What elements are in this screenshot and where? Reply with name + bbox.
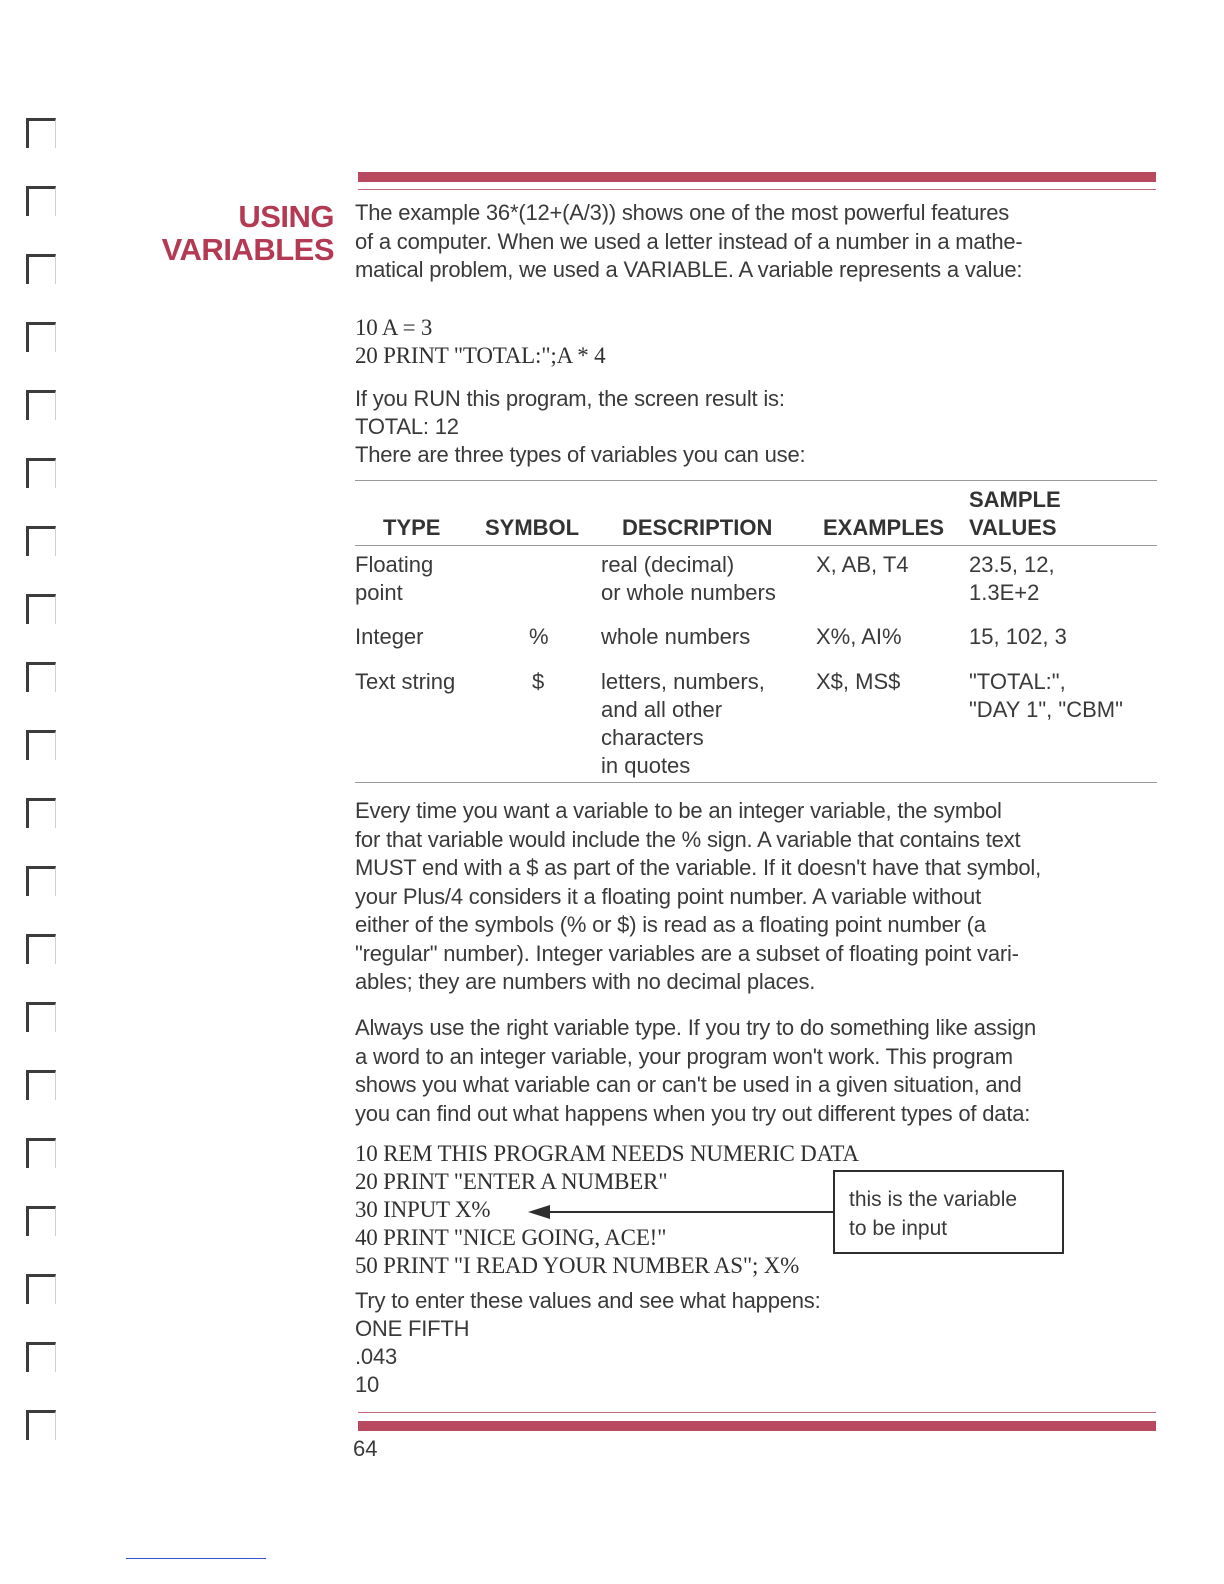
text-line: There are three types of variables you can use: [355,442,806,467]
text-line: TOTAL: 12 [355,414,459,439]
cell-line: 23.5, 12, [969,552,1055,577]
header-thin-rule [358,189,1156,190]
cell-description: whole numbers [601,624,751,649]
cell-values: 15, 102, 3 [969,624,1067,649]
text-line: matical problem, we used a VARIABLE. A variable represents a value: [355,257,1023,282]
binding-ring [26,1410,56,1440]
callout-pointer-line [548,1211,834,1213]
header-type: TYPE [383,515,441,540]
cell-type: Text string [355,669,456,694]
text-line: 10 [355,1372,380,1397]
text-line: Every time you want a variable to be an integer variable, the symbol [355,798,1002,823]
text-line: either of the symbols (% or $) is read as a floating point number (a [355,912,986,937]
cell-line: real (decimal) [601,552,735,577]
cell-symbol: $ [532,669,545,694]
binding-ring [26,730,56,760]
text-line: shows you what variable can or can't be used in a given situation, and [355,1072,1022,1097]
heading-line-1: USING [238,199,334,234]
cell-description [601,668,765,780]
cell-description [601,551,776,607]
cell-line: and all other [601,697,723,722]
header-sample: SAMPLE [969,487,1061,512]
text-line: If you RUN this program, the screen result is: [355,386,785,411]
code-line: 20 PRINT "ENTER A NUMBER" [355,1169,668,1194]
binding-ring [26,526,56,556]
binding-ring [26,322,56,352]
binding-ring [26,798,56,828]
header-description: DESCRIPTION [622,515,773,540]
binding-ring [26,118,56,148]
binding-ring [26,1342,56,1372]
text-line: for that variable would include the % sign. A variable that contains text [355,826,1021,852]
text-line: your Plus/4 considers it a floating point number. A variable without [355,883,981,909]
binding-ring [26,1002,56,1032]
header-examples: EXAMPLES [823,515,945,540]
run-result-text [355,385,1160,469]
arrow-left-icon [528,1205,550,1219]
binding-ring [26,1206,56,1236]
footer-color-bar [358,1421,1156,1431]
cell-line: "DAY 1", "CBM" [969,697,1123,722]
code-line: 50 PRINT "I READ YOUR NUMBER AS"; X% [355,1253,800,1278]
cell-symbol: % [529,624,549,649]
cell-type [355,551,433,607]
cell-type: Integer [355,624,424,649]
callout-box [833,1170,1064,1254]
callout-line: to be input [849,1217,948,1240]
binding-ring [26,1070,56,1100]
cell-examples: X$, MS$ [816,669,901,694]
cell-line: or whole numbers [601,580,776,605]
binding-ring [26,254,56,284]
callout-line: this is the variable [849,1188,1018,1211]
text-line: you can find out what happens when you try out different types of data: [355,1100,1031,1126]
text-line: ables; they are numbers with no decimal places. [355,969,816,994]
code-line: 40 PRINT "NICE GOING, ACE!" [355,1225,667,1250]
binding-ring [26,1274,56,1304]
cell-examples: X, AB, T4 [816,552,909,577]
code-line: 10 A = 3 [355,315,433,340]
cell-line: point [355,580,403,605]
cell-examples: X%, AI% [816,624,902,649]
binding-ring [26,662,56,692]
section-heading [150,200,334,266]
binding-ring [26,594,56,624]
text-line: "regular" number). Integer variables are a subset of floating point vari- [355,940,1019,966]
program-listing-1 [355,314,1160,370]
cell-line: "TOTAL:", [969,669,1066,694]
table-header-rule [355,545,1157,546]
cell-line: 1.3E+2 [969,580,1040,605]
text-line: The example 36*(12+(A/3)) shows one of the most powerful features [355,200,1010,225]
header-symbol: SYMBOL [485,515,580,540]
header-values: VALUES [969,515,1057,540]
page-number: 64 [353,1436,378,1461]
paragraph-right-type [355,1014,1160,1128]
footer-blue-line [126,1558,266,1559]
footer-thin-rule [358,1412,1156,1413]
table-top-rule [355,480,1157,481]
cell-values [969,551,1055,607]
text-line: ONE FIFTH [355,1316,470,1341]
text-line: MUST end with a $ as part of the variable. If it doesn't have that symbol, [355,855,1042,880]
binding-ring [26,458,56,488]
text-line: a word to an integer variable, your program won't work. This program [355,1043,1013,1069]
cell-line: letters, numbers, [601,669,765,694]
paragraph-integer-variables [355,797,1160,997]
text-line: of a computer. When we used a letter instead of a number in a mathe- [355,228,1023,254]
code-line: 30 INPUT X% [355,1197,491,1222]
binding-ring [26,1138,56,1168]
cell-values [969,668,1123,724]
cell-line: in quotes [601,753,691,778]
text-line: Always use the right variable type. If you try to do something like assign [355,1015,1036,1040]
code-line: 20 PRINT "TOTAL:";A * 4 [355,343,606,368]
intro-paragraph [355,199,1160,285]
cell-line: characters [601,725,704,750]
heading-line-2: VARIABLES [161,232,334,267]
binding-ring [26,866,56,896]
text-line: Try to enter these values and see what happens: [355,1288,821,1313]
binding-ring [26,934,56,964]
text-line: .043 [355,1344,398,1369]
try-values-text [355,1287,1160,1399]
header-color-bar [358,172,1156,182]
spiral-binding [26,118,60,1478]
binding-ring [26,186,56,216]
binding-ring [26,390,56,420]
table-bottom-rule [355,782,1157,783]
cell-line: Floating [355,552,434,577]
code-line: 10 REM THIS PROGRAM NEEDS NUMERIC DATA [355,1141,859,1166]
